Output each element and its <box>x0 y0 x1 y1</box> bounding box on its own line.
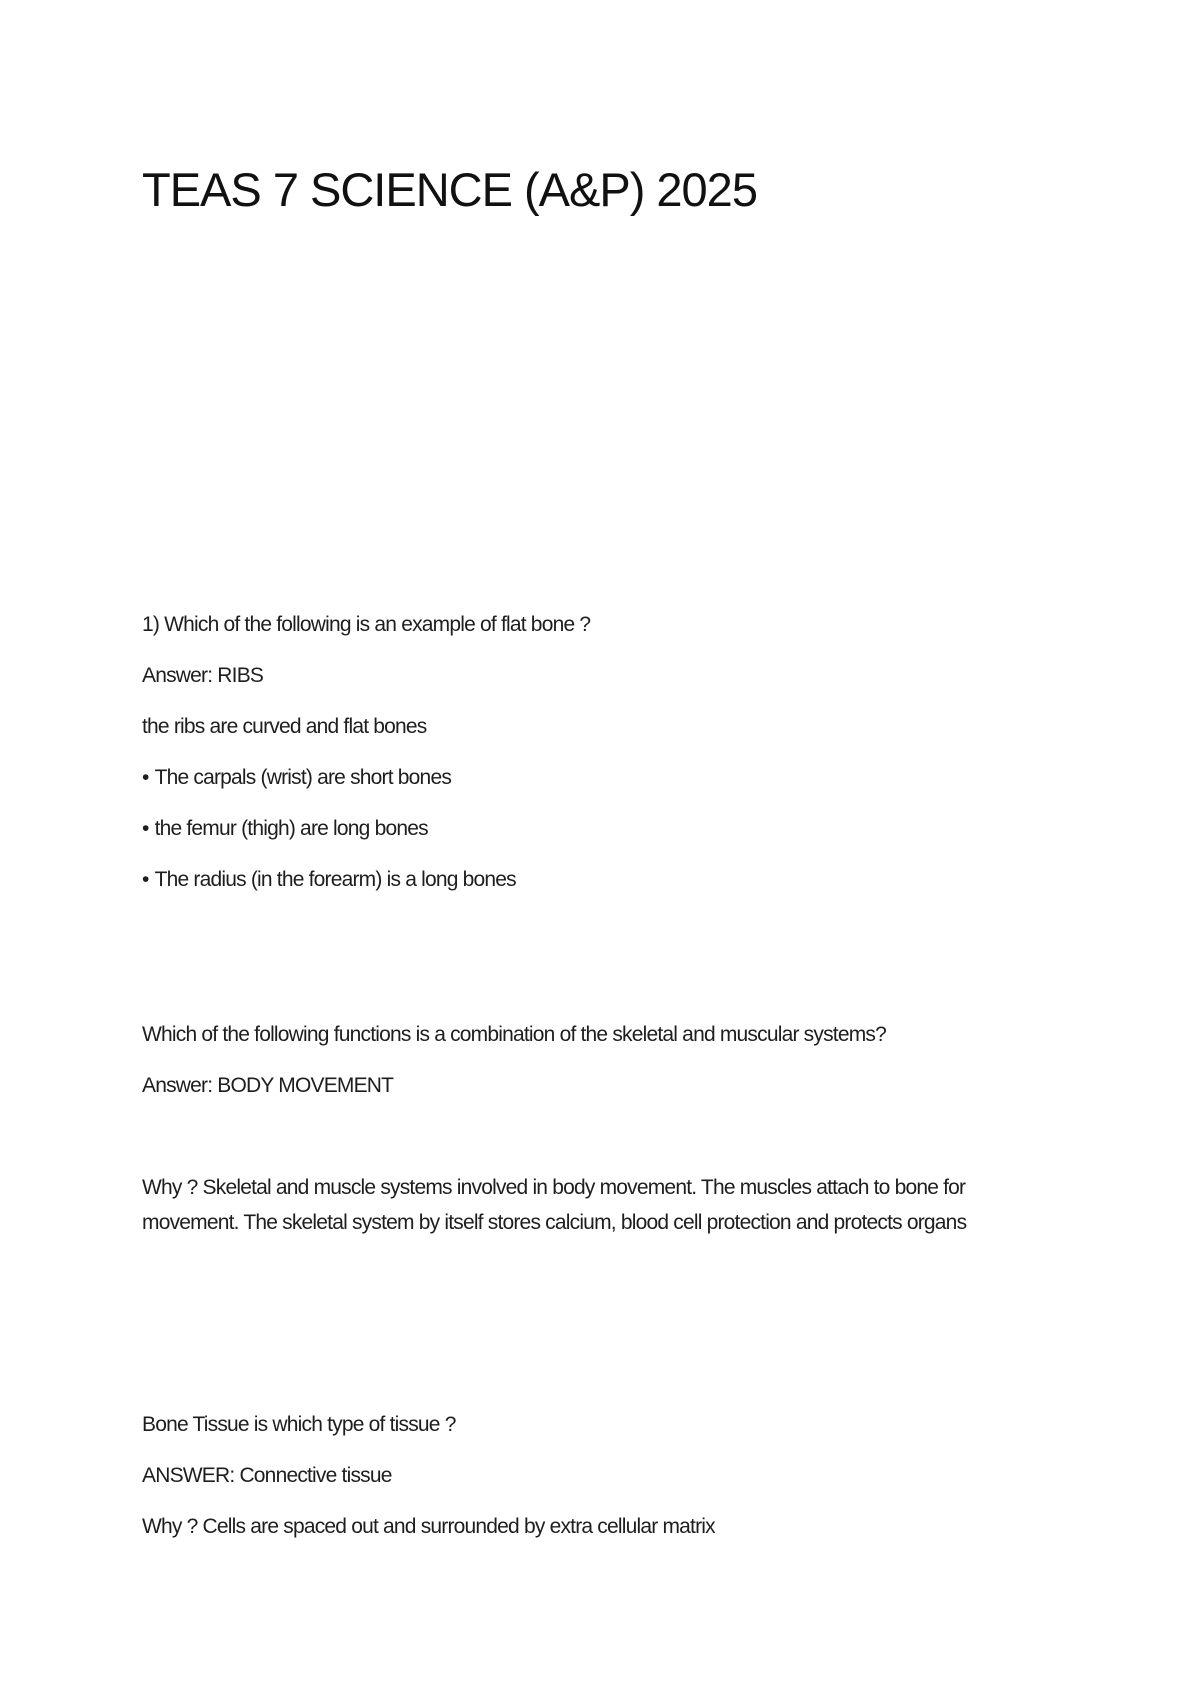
q1-bullet-item <box>142 868 516 892</box>
q1-answer: Answer: RIBS <box>142 664 264 687</box>
bullet-icon: • <box>142 868 149 891</box>
q3-why: Why ? Cells are spaced out and surrounded by extra cellular matrix <box>142 1515 715 1538</box>
q2-why-line-1: Why ? Skeletal and muscle systems involved in body movement. The muscles attach to bone for <box>142 1176 966 1199</box>
q2-question: Which of the following functions is a combination of the skeletal and muscular systems? <box>142 1023 886 1046</box>
document-title: TEAS 7 SCIENCE (A&P) 2025 <box>142 163 757 216</box>
q3-answer: ANSWER: Connective tissue <box>142 1464 392 1487</box>
q1-bullet-text: The carpals (wrist) are short bones <box>154 766 452 789</box>
q2-answer: Answer: BODY MOVEMENT <box>142 1074 394 1097</box>
bullet-icon: • <box>142 817 149 840</box>
q2-why-line-2: movement. The skeletal system by itself stores calcium, blood cell protection and protects organs <box>142 1211 967 1234</box>
q1-bullet-item <box>142 766 451 790</box>
bullet-icon: • <box>142 766 149 789</box>
q1-bullet-item <box>142 817 428 841</box>
q1-bullet-text: the femur (thigh) are long bones <box>154 817 428 840</box>
q1-question: 1) Which of the following is an example of flat bone ? <box>142 613 591 636</box>
q1-explanation: the ribs are curved and flat bones <box>142 715 427 738</box>
q3-question: Bone Tissue is which type of tissue ? <box>142 1413 456 1436</box>
q1-bullet-text: The radius (in the forearm) is a long bones <box>154 868 516 891</box>
